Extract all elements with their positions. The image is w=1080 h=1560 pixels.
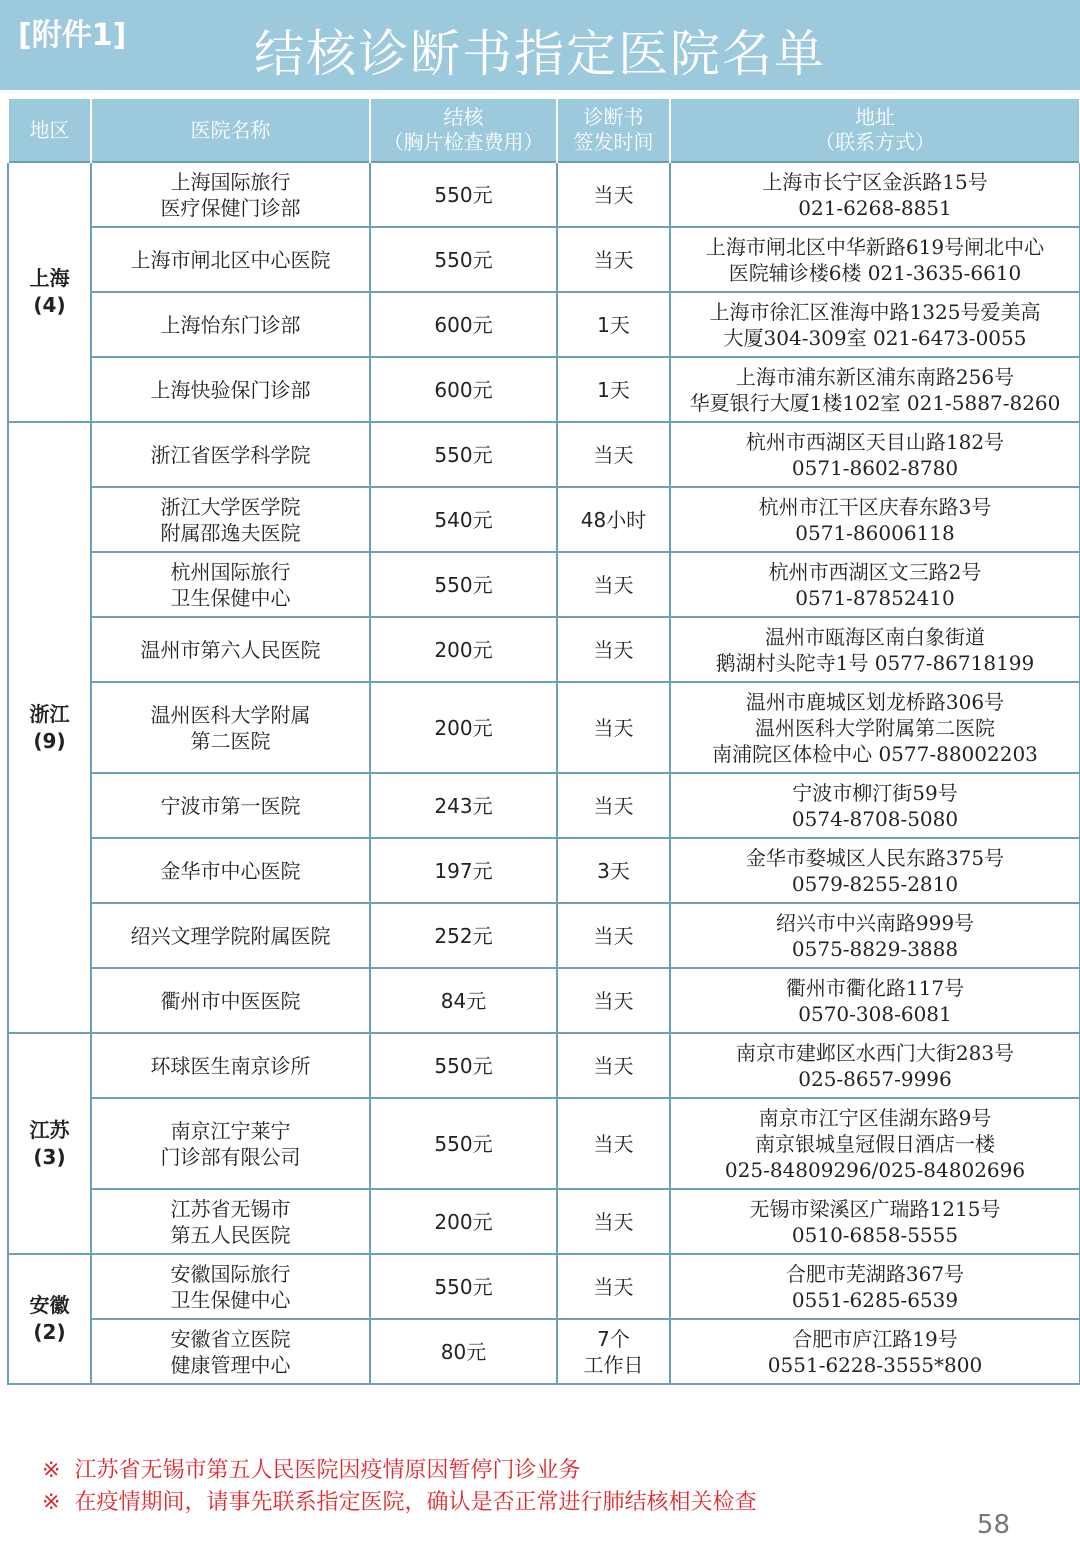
table-header-row <box>8 99 1080 162</box>
hospital-name: 安徽国际旅行 卫生保健中心 <box>91 1254 370 1319</box>
address: 衢州市衢化路117号 0570-308-6081 <box>670 968 1080 1033</box>
hospital-name: 上海怡东门诊部 <box>91 292 370 357</box>
table-row <box>8 903 1080 968</box>
issue-time: 当天 <box>557 773 670 838</box>
address: 上海市徐汇区淮海中路1325号爱美高 大厦304-309室 021-6473-0055 <box>670 292 1080 357</box>
hospital-name: 浙江省医学科学院 <box>91 422 370 487</box>
issue-time: 当天 <box>557 968 670 1033</box>
table-row <box>8 292 1080 357</box>
page-number: 58 <box>976 1510 1010 1540</box>
hospital-name: 杭州国际旅行 卫生保健中心 <box>91 552 370 617</box>
hospital-name: 浙江大学医学院 附属邵逸夫医院 <box>91 487 370 552</box>
issue-time: 当天 <box>557 1098 670 1189</box>
table-row <box>8 422 1080 487</box>
xray-fee: 550元 <box>370 1098 557 1189</box>
hospital-name: 江苏省无锡市 第五人民医院 <box>91 1189 370 1254</box>
table-row <box>8 1098 1080 1189</box>
region-cell: 上海 (4) <box>8 162 91 422</box>
xray-fee: 540元 <box>370 487 557 552</box>
xray-fee: 550元 <box>370 1033 557 1098</box>
table-row <box>8 682 1080 773</box>
issue-time: 48小时 <box>557 487 670 552</box>
address: 上海市闸北区中华新路619号闸北中心 医院辅诊楼6楼 021-3635-6610 <box>670 227 1080 292</box>
issue-time: 当天 <box>557 1254 670 1319</box>
address: 杭州市西湖区文三路2号 0571-87852410 <box>670 552 1080 617</box>
table-row <box>8 1189 1080 1254</box>
table-row <box>8 487 1080 552</box>
xray-fee: 550元 <box>370 162 557 227</box>
hospital-name: 绍兴文理学院附属医院 <box>91 903 370 968</box>
issue-time: 当天 <box>557 227 670 292</box>
address: 杭州市江干区庆春东路3号 0571-86006118 <box>670 487 1080 552</box>
footnote <box>42 1487 756 1519</box>
xray-fee: 252元 <box>370 903 557 968</box>
issue-time: 当天 <box>557 903 670 968</box>
xray-fee: 80元 <box>370 1319 557 1384</box>
issue-time: 7个 工作日 <box>557 1319 670 1384</box>
attachment-label: [附件1] <box>18 18 127 53</box>
title-banner <box>0 0 1080 90</box>
hospital-name: 南京江宁莱宁 门诊部有限公司 <box>91 1098 370 1189</box>
hospital-name: 温州市第六人民医院 <box>91 617 370 682</box>
header-region: 地区 <box>8 99 91 162</box>
issue-time: 当天 <box>557 422 670 487</box>
address: 金华市婺城区人民东路375号 0579-8255-2810 <box>670 838 1080 903</box>
xray-fee: 550元 <box>370 1254 557 1319</box>
xray-fee: 200元 <box>370 1189 557 1254</box>
xray-fee: 84元 <box>370 968 557 1033</box>
hospital-name: 安徽省立医院 健康管理中心 <box>91 1319 370 1384</box>
hospital-name: 温州医科大学附属 第二医院 <box>91 682 370 773</box>
address: 南京市建邺区水西门大街283号 025-8657-9996 <box>670 1033 1080 1098</box>
issue-time: 当天 <box>557 682 670 773</box>
header-xray-fee: 结核 （胸片检查费用） <box>370 99 557 162</box>
xray-fee: 200元 <box>370 617 557 682</box>
region-cell: 江苏 (3) <box>8 1033 91 1254</box>
xray-fee: 550元 <box>370 422 557 487</box>
issue-time: 当天 <box>557 162 670 227</box>
address: 合肥市芜湖路367号 0551-6285-6539 <box>670 1254 1080 1319</box>
address: 上海市长宁区金浜路15号 021-6268-8851 <box>670 162 1080 227</box>
address: 上海市浦东新区浦东南路256号 华夏银行大厦1楼102室 021-5887-8260 <box>670 357 1080 422</box>
hospital-table <box>7 99 1080 1385</box>
header-issue-time: 诊断书 签发时间 <box>557 99 670 162</box>
address: 无锡市梁溪区广瑞路1215号 0510-6858-5555 <box>670 1189 1080 1254</box>
table-row <box>8 227 1080 292</box>
table-row <box>8 357 1080 422</box>
issue-time: 1天 <box>557 292 670 357</box>
hospital-name: 宁波市第一医院 <box>91 773 370 838</box>
reference-mark-icon: ※ <box>42 1458 61 1483</box>
region-cell: 安徽 (2) <box>8 1254 91 1384</box>
xray-fee: 550元 <box>370 552 557 617</box>
issue-time: 1天 <box>557 357 670 422</box>
hospital-name: 衢州市中医医院 <box>91 968 370 1033</box>
table-row <box>8 1319 1080 1384</box>
issue-time: 当天 <box>557 1189 670 1254</box>
reference-mark-icon: ※ <box>42 1490 61 1515</box>
issue-time: 当天 <box>557 1033 670 1098</box>
issue-time: 3天 <box>557 838 670 903</box>
issue-time: 当天 <box>557 617 670 682</box>
xray-fee: 550元 <box>370 227 557 292</box>
footnote-text: 江苏省无锡市第五人民医院因疫情原因暂停门诊业务 <box>74 1458 581 1483</box>
address: 合肥市庐江路19号 0551-6228-3555*800 <box>670 1319 1080 1384</box>
footnotes <box>42 1455 756 1519</box>
hospital-name: 环球医生南京诊所 <box>91 1033 370 1098</box>
xray-fee: 200元 <box>370 682 557 773</box>
table-row <box>8 1254 1080 1319</box>
address: 温州市瓯海区南白象街道 鹅湖村头陀寺1号 0577-86718199 <box>670 617 1080 682</box>
region-cell: 浙江 (9) <box>8 422 91 1033</box>
xray-fee: 600元 <box>370 292 557 357</box>
address: 杭州市西湖区天目山路182号 0571-8602-8780 <box>670 422 1080 487</box>
address: 温州市鹿城区划龙桥路306号 温州医科大学附属第二医院 南浦院区体检中心 0577-88002203 <box>670 682 1080 773</box>
address: 南京市江宁区佳湖东路9号 南京银城皇冠假日酒店一楼 025-84809296/025-84802696 <box>670 1098 1080 1189</box>
footnote <box>42 1455 756 1487</box>
hospital-name: 上海国际旅行 医疗保健门诊部 <box>91 162 370 227</box>
table-row <box>8 773 1080 838</box>
table-row <box>8 617 1080 682</box>
address: 绍兴市中兴南路999号 0575-8829-3888 <box>670 903 1080 968</box>
page-title: 结核诊断书指定医院名单 <box>254 25 826 83</box>
xray-fee: 197元 <box>370 838 557 903</box>
hospital-name: 金华市中心医院 <box>91 838 370 903</box>
table-row <box>8 552 1080 617</box>
table-row <box>8 1033 1080 1098</box>
table-row <box>8 838 1080 903</box>
xray-fee: 243元 <box>370 773 557 838</box>
address: 宁波市柳汀街59号 0574-8708-5080 <box>670 773 1080 838</box>
header-address: 地址 （联系方式） <box>670 99 1080 162</box>
footnote-text: 在疫情期间，请事先联系指定医院，确认是否正常进行肺结核相关检查 <box>74 1490 757 1515</box>
hospital-name: 上海市闸北区中心医院 <box>91 227 370 292</box>
table-row <box>8 162 1080 227</box>
issue-time: 当天 <box>557 552 670 617</box>
xray-fee: 600元 <box>370 357 557 422</box>
hospital-name: 上海快验保门诊部 <box>91 357 370 422</box>
header-hospital-name: 医院名称 <box>91 99 370 162</box>
table-row <box>8 968 1080 1033</box>
